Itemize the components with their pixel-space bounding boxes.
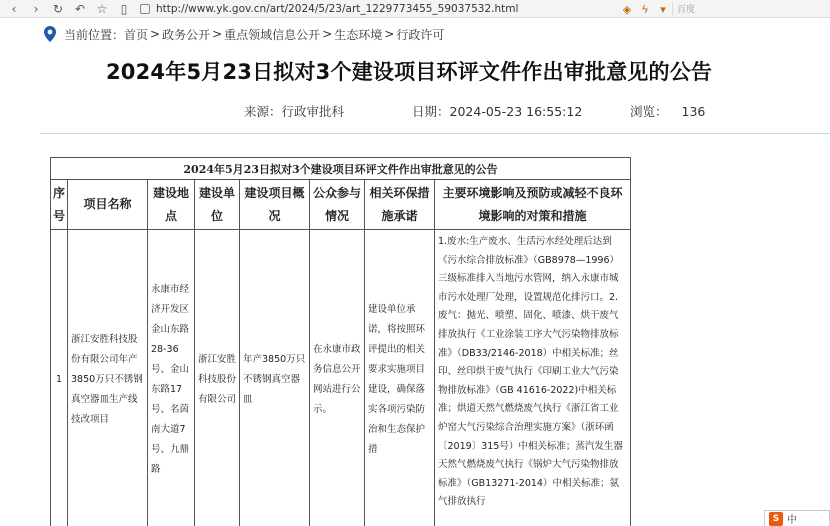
- source-label: 来源：: [244, 104, 282, 119]
- sogou-logo-icon: S: [769, 512, 783, 526]
- header-commitment: 相关环保措施承诺: [365, 180, 435, 230]
- header-location: 建设地点: [148, 180, 195, 230]
- floating-widget[interactable]: [764, 510, 830, 526]
- header-unit: 建设单位: [195, 180, 240, 230]
- history-icon[interactable]: ↶: [74, 1, 86, 16]
- projects-table: [50, 157, 631, 526]
- date: [412, 102, 582, 120]
- favorite-icon[interactable]: ☆: [96, 1, 108, 16]
- views-label: 浏览：: [630, 104, 668, 119]
- breadcrumb-government-affairs[interactable]: 政务公开: [162, 27, 211, 42]
- breadcrumb: [44, 24, 444, 44]
- toolbar-extensions: [620, 1, 674, 17]
- breadcrumb-ecology[interactable]: 生态环境: [334, 27, 383, 42]
- cell-commitment: 建设单位承诺，将按照环评提出的相关要求实施项目建设，确保落实各项污染防治和生态保护措: [365, 230, 435, 526]
- browser-toolbar: [0, 0, 830, 18]
- breadcrumb-separator: >: [212, 27, 223, 41]
- search-input[interactable]: 百度: [672, 1, 830, 16]
- cell-location: 永康市经济开发区金山东路28-36号、金山东路17号、名茵南大道7号、九鼎路: [148, 230, 195, 526]
- table-caption: 2024年5月23日拟对3个建设项目环评文件作出审批意见的公告: [51, 158, 631, 180]
- cell-project-name: 浙江安胜科技股份有限公司年产3850万只不锈钢真空器皿生产线技改项目: [68, 230, 148, 526]
- source-value: 行政审批科: [281, 104, 345, 119]
- cell-unit: 浙江安胜科技股份有限公司: [195, 230, 240, 526]
- views: [630, 102, 705, 120]
- header-measures: 主要环境影响及预防或减轻不良环境影响的对策和措施: [435, 180, 631, 230]
- cell-measures: 1.废水:生产废水、生活污水经处理后达到《污水综合排放标准》（GB8978—1996）三级标准排入当地污水管网，纳入永康市城市污水处理厂处理，设置规范化排污口。2.废气：抛光、喷塑、固化、喷漆、烘干废气排放执行《工业涂装工序大气污染物排放标准》（DB33/2146-2018）中相关标准；丝印、丝印烘干废气执行《印刷工业大气污染物排放标准》（GB 41616-2022)中相关标准；烘道天然气燃烧废气执行《浙江省工业炉窑大气污染综合治理实施方案》（浙环函〔2019〕315号）中相关标准；蒸汽发生器天然气燃烧废气执行《锅炉大气污染物排放标准》（GB13271-2014）中相关标准；氨气排放执行: [435, 230, 631, 526]
- floating-widget-label: 中: [787, 515, 797, 526]
- header-overview: 建设项目概况: [240, 180, 310, 230]
- page-title: 2024年5月23日拟对3个建设项目环评文件作出审批意见的公告: [106, 60, 713, 84]
- breadcrumb-home[interactable]: 首页: [124, 27, 149, 42]
- breadcrumb-separator: >: [150, 27, 161, 41]
- forward-icon[interactable]: ›: [33, 1, 39, 16]
- address-url[interactable]: http://www.yk.gov.cn/art/2024/5/23/art_1229773455_59037532.html: [156, 3, 519, 15]
- divider: [40, 133, 830, 134]
- date-value: 2024-05-23 16:55:12: [449, 104, 583, 119]
- views-value: 136: [681, 104, 706, 119]
- address-bar[interactable]: [140, 1, 600, 17]
- cell-seq: 1: [51, 230, 68, 526]
- extension-icon[interactable]: ◈: [622, 2, 632, 16]
- article-meta: [0, 102, 830, 122]
- page-info-icon: [140, 4, 150, 14]
- refresh-icon[interactable]: ↻: [52, 1, 64, 16]
- cell-participation: 在永康市政务信息公开网站进行公示。: [310, 230, 365, 526]
- breadcrumb-separator: >: [322, 27, 333, 41]
- date-label: 日期：: [412, 104, 450, 119]
- table-row: [51, 230, 631, 526]
- breadcrumb-prefix: 当前位置：: [64, 27, 125, 42]
- breadcrumb-separator: >: [384, 27, 395, 41]
- location-pin-icon: [44, 26, 56, 42]
- back-icon[interactable]: ‹: [11, 1, 17, 16]
- header-participation: 公众参与情况: [310, 180, 365, 230]
- header-project-name: 项目名称: [68, 180, 148, 230]
- header-seq: 序号: [51, 180, 68, 230]
- source: [244, 102, 344, 120]
- page-icon[interactable]: ▯: [120, 1, 128, 16]
- breadcrumb-key-areas[interactable]: 重点领域信息公开: [224, 27, 321, 42]
- cell-overview: 年产3850万只不锈钢真空器皿: [240, 230, 310, 526]
- breadcrumb-admin-permit[interactable]: 行政许可: [396, 27, 445, 42]
- lightning-icon[interactable]: ϟ: [641, 2, 649, 16]
- dropdown-icon[interactable]: ▾: [660, 2, 666, 16]
